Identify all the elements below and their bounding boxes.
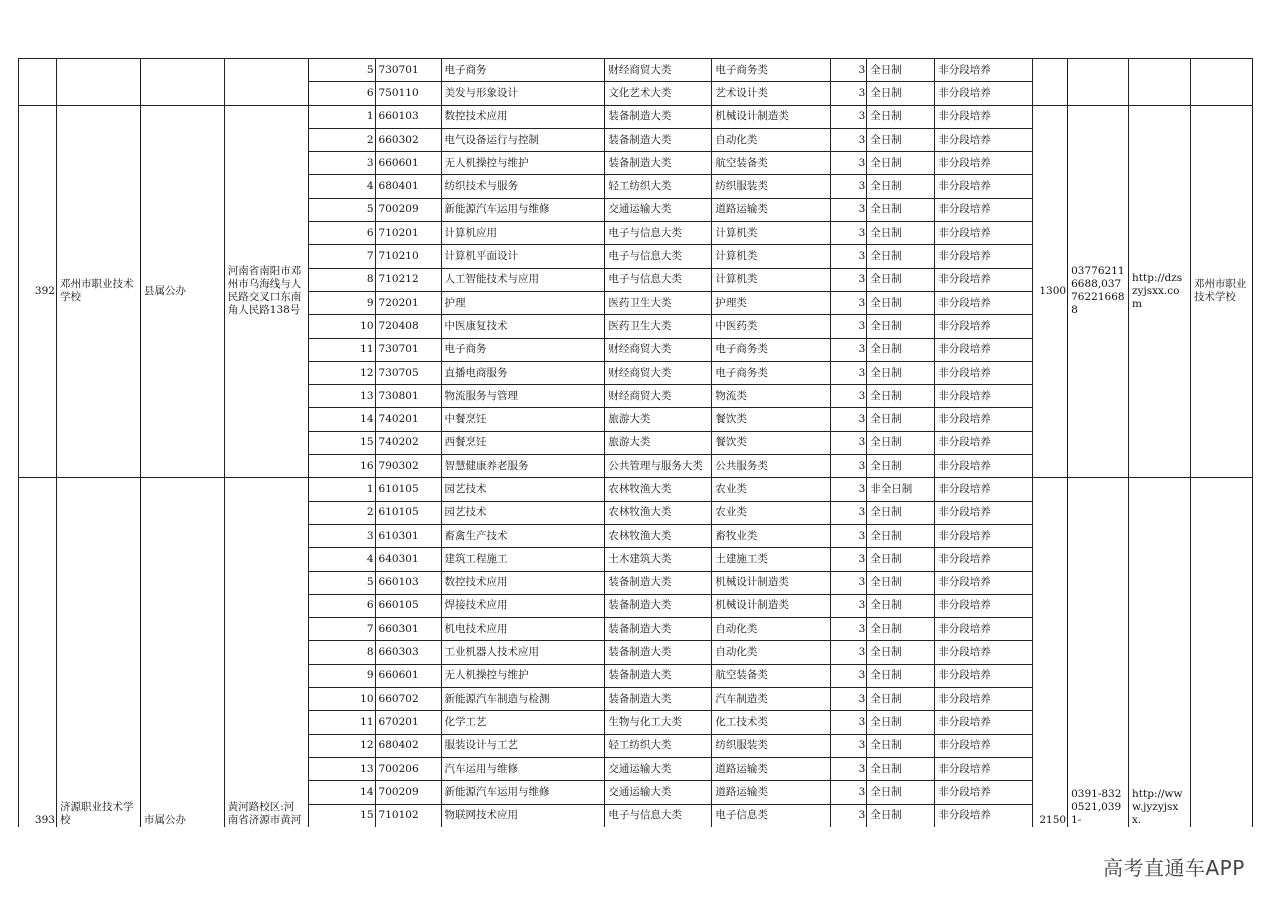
major-cell: 电气设备运行与控制 (441, 128, 605, 151)
seq-cell: 2 (308, 128, 375, 151)
subcategory-cell: 机械设计制造类 (712, 105, 831, 128)
study-mode-cell: 全日制 (867, 105, 935, 128)
seq-cell: 3 (308, 524, 375, 547)
code-cell: 660105 (375, 594, 441, 617)
website-cell: http://www.jyzyjsxx. (1129, 478, 1191, 827)
major-cell: 建筑工程施工 (441, 548, 605, 571)
study-mode-cell: 全日制 (867, 548, 935, 571)
school-type-cell (140, 59, 224, 106)
major-cell: 纺织技术与服务 (441, 175, 605, 198)
training-type-cell: 非分段培养 (935, 198, 1033, 221)
subcategory-cell: 农业类 (712, 501, 831, 524)
subcategory-cell: 航空装备类 (712, 664, 831, 687)
subcategory-cell: 护理类 (712, 291, 831, 314)
training-type-cell: 非分段培养 (935, 688, 1033, 711)
seq-cell: 9 (308, 664, 375, 687)
school-type-cell: 县属公办 (140, 105, 224, 478)
code-cell: 660301 (375, 618, 441, 641)
seq-cell: 16 (308, 455, 375, 478)
table-row (19, 59, 1253, 82)
study-mode-cell: 全日制 (867, 152, 935, 175)
major-cell: 电子商务 (441, 338, 605, 361)
years-cell: 3 (831, 571, 867, 594)
years-cell: 3 (831, 594, 867, 617)
study-mode-cell: 全日制 (867, 734, 935, 757)
years-cell: 3 (831, 291, 867, 314)
subcategory-cell: 自动化类 (712, 128, 831, 151)
years-cell: 3 (831, 501, 867, 524)
subcategory-cell: 机械设计制造类 (712, 594, 831, 617)
category-cell: 财经商贸大类 (605, 385, 712, 408)
major-cell: 智慧健康养老服务 (441, 455, 605, 478)
code-cell: 660601 (375, 152, 441, 175)
years-cell: 3 (831, 548, 867, 571)
subcategory-cell: 道路运输类 (712, 781, 831, 804)
category-cell: 医药卫生大类 (605, 315, 712, 338)
years-cell: 3 (831, 268, 867, 291)
study-mode-cell: 全日制 (867, 571, 935, 594)
subcategory-cell: 纺织服装类 (712, 734, 831, 757)
study-mode-cell: 全日制 (867, 618, 935, 641)
category-cell: 装备制造大类 (605, 128, 712, 151)
category-cell: 装备制造大类 (605, 571, 712, 594)
subcategory-cell: 自动化类 (712, 641, 831, 664)
note-cell (1190, 478, 1252, 827)
code-cell: 640301 (375, 548, 441, 571)
study-mode-cell: 全日制 (867, 688, 935, 711)
training-type-cell: 非分段培养 (935, 59, 1033, 82)
subcategory-cell: 电子商务类 (712, 338, 831, 361)
years-cell: 3 (831, 455, 867, 478)
major-cell: 直播电商服务 (441, 361, 605, 384)
category-cell: 财经商贸大类 (605, 361, 712, 384)
seq-cell: 5 (308, 571, 375, 594)
school-name-cell: 济源职业技术学校 (56, 478, 140, 827)
category-cell: 装备制造大类 (605, 664, 712, 687)
code-cell: 610105 (375, 501, 441, 524)
category-cell: 公共管理与服务大类 (605, 455, 712, 478)
training-type-cell: 非分段培养 (935, 268, 1033, 291)
school-type-cell: 市属公办 (140, 478, 224, 827)
app-watermark: 高考直通车APP (1103, 856, 1245, 880)
phone-cell: 037762116688,037762216688 (1068, 105, 1129, 478)
code-cell: 740202 (375, 431, 441, 454)
major-cell: 工业机器人技术应用 (441, 641, 605, 664)
code-cell: 610301 (375, 524, 441, 547)
subcategory-cell: 中医药类 (712, 315, 831, 338)
training-type-cell: 非分段培养 (935, 781, 1033, 804)
seq-cell: 8 (308, 268, 375, 291)
seq-cell: 4 (308, 548, 375, 571)
training-type-cell: 非分段培养 (935, 291, 1033, 314)
study-mode-cell: 非全日制 (867, 478, 935, 501)
phone-cell: 0391-8320521,0391- (1068, 478, 1129, 827)
school-name-cell (56, 59, 140, 106)
years-cell: 3 (831, 385, 867, 408)
subcategory-cell: 农业类 (712, 478, 831, 501)
study-mode-cell: 全日制 (867, 59, 935, 82)
code-cell: 730701 (375, 338, 441, 361)
seq-cell: 6 (308, 82, 375, 105)
plan-count-cell: 1300 (1033, 105, 1068, 478)
years-cell: 3 (831, 82, 867, 105)
category-cell: 装备制造大类 (605, 105, 712, 128)
seq-cell: 4 (308, 175, 375, 198)
seq-cell: 1 (308, 105, 375, 128)
study-mode-cell: 全日制 (867, 664, 935, 687)
subcategory-cell: 化工技术类 (712, 711, 831, 734)
major-cell: 数控技术应用 (441, 571, 605, 594)
major-cell: 计算机应用 (441, 222, 605, 245)
major-cell: 畜禽生产技术 (441, 524, 605, 547)
category-cell: 交通运输大类 (605, 757, 712, 780)
major-cell: 西餐烹饪 (441, 431, 605, 454)
seq-cell: 15 (308, 804, 375, 827)
study-mode-cell: 全日制 (867, 594, 935, 617)
address-cell: 河南省南阳市邓州市乌海线与人民路交叉口东南角人民路138号 (224, 105, 308, 478)
years-cell: 3 (831, 664, 867, 687)
website-cell: http://dzszyjsxx.com (1129, 105, 1191, 478)
category-cell: 轻工纺织大类 (605, 175, 712, 198)
category-cell: 电子与信息大类 (605, 804, 712, 827)
seq-cell: 7 (308, 618, 375, 641)
code-cell: 710102 (375, 804, 441, 827)
seq-cell: 14 (308, 781, 375, 804)
years-cell: 3 (831, 734, 867, 757)
years-cell: 3 (831, 618, 867, 641)
major-cell: 人工智能技术与应用 (441, 268, 605, 291)
major-cell: 新能源汽车运用与维修 (441, 198, 605, 221)
seq-cell: 6 (308, 594, 375, 617)
category-cell: 农林牧渔大类 (605, 524, 712, 547)
major-cell: 服装设计与工艺 (441, 734, 605, 757)
category-cell: 装备制造大类 (605, 594, 712, 617)
study-mode-cell: 全日制 (867, 501, 935, 524)
code-cell: 670201 (375, 711, 441, 734)
code-cell: 720408 (375, 315, 441, 338)
school-name-cell: 邓州市职业技术学校 (56, 105, 140, 478)
subcategory-cell: 自动化类 (712, 618, 831, 641)
years-cell: 3 (831, 781, 867, 804)
training-type-cell: 非分段培养 (935, 105, 1033, 128)
study-mode-cell: 全日制 (867, 268, 935, 291)
years-cell: 3 (831, 478, 867, 501)
training-type-cell: 非分段培养 (935, 245, 1033, 268)
major-cell: 园艺技术 (441, 501, 605, 524)
code-cell: 710201 (375, 222, 441, 245)
category-cell: 农林牧渔大类 (605, 501, 712, 524)
major-cell: 无人机操控与维护 (441, 664, 605, 687)
study-mode-cell: 全日制 (867, 175, 935, 198)
code-cell: 700206 (375, 757, 441, 780)
seq-cell: 11 (308, 711, 375, 734)
study-mode-cell: 全日制 (867, 641, 935, 664)
training-type-cell: 非分段培养 (935, 757, 1033, 780)
category-cell: 装备制造大类 (605, 618, 712, 641)
subcategory-cell: 艺术设计类 (712, 82, 831, 105)
training-type-cell: 非分段培养 (935, 734, 1033, 757)
years-cell: 3 (831, 408, 867, 431)
years-cell: 3 (831, 222, 867, 245)
seq-cell: 3 (308, 152, 375, 175)
major-cell: 无人机操控与维护 (441, 152, 605, 175)
years-cell: 3 (831, 152, 867, 175)
study-mode-cell: 全日制 (867, 315, 935, 338)
address-cell (224, 59, 308, 106)
subcategory-cell: 电子信息类 (712, 804, 831, 827)
training-type-cell: 非分段培养 (935, 618, 1033, 641)
no-cell (19, 59, 57, 106)
table-row (19, 478, 1253, 501)
subcategory-cell: 汽车制造类 (712, 688, 831, 711)
code-cell: 610105 (375, 478, 441, 501)
study-mode-cell: 全日制 (867, 128, 935, 151)
code-cell: 710210 (375, 245, 441, 268)
study-mode-cell: 全日制 (867, 781, 935, 804)
training-type-cell: 非分段培养 (935, 152, 1033, 175)
years-cell: 3 (831, 361, 867, 384)
study-mode-cell: 全日制 (867, 338, 935, 361)
code-cell: 660103 (375, 105, 441, 128)
subcategory-cell: 道路运输类 (712, 757, 831, 780)
code-cell: 740201 (375, 408, 441, 431)
code-cell: 730705 (375, 361, 441, 384)
plan-count-cell: 2150 (1033, 478, 1068, 827)
major-cell: 物流服务与管理 (441, 385, 605, 408)
study-mode-cell: 全日制 (867, 82, 935, 105)
subcategory-cell: 计算机类 (712, 245, 831, 268)
study-mode-cell: 全日制 (867, 222, 935, 245)
code-cell: 700209 (375, 781, 441, 804)
code-cell: 660302 (375, 128, 441, 151)
major-cell: 计算机平面设计 (441, 245, 605, 268)
training-type-cell: 非分段培养 (935, 571, 1033, 594)
plan-cell (1033, 59, 1068, 106)
training-type-cell: 非分段培养 (935, 82, 1033, 105)
study-mode-cell: 全日制 (867, 431, 935, 454)
category-cell: 装备制造大类 (605, 641, 712, 664)
training-type-cell: 非分段培养 (935, 128, 1033, 151)
years-cell: 3 (831, 175, 867, 198)
seq-cell: 8 (308, 641, 375, 664)
training-type-cell: 非分段培养 (935, 431, 1033, 454)
training-type-cell: 非分段培养 (935, 385, 1033, 408)
study-mode-cell: 全日制 (867, 385, 935, 408)
seq-cell: 13 (308, 385, 375, 408)
note-cell: 邓州市职业技术学校 (1190, 105, 1252, 478)
training-type-cell: 非分段培养 (935, 222, 1033, 245)
training-type-cell: 非分段培养 (935, 501, 1033, 524)
phone-cell (1068, 59, 1129, 106)
seq-cell: 10 (308, 315, 375, 338)
category-cell: 电子与信息大类 (605, 268, 712, 291)
code-cell: 730801 (375, 385, 441, 408)
table-sheet (18, 58, 1253, 827)
study-mode-cell: 全日制 (867, 524, 935, 547)
code-cell: 680402 (375, 734, 441, 757)
major-cell: 物联网技术应用 (441, 804, 605, 827)
years-cell: 3 (831, 198, 867, 221)
school-no-cell: 392 (19, 105, 57, 478)
major-cell: 电子商务 (441, 59, 605, 82)
subcategory-cell: 土建施工类 (712, 548, 831, 571)
years-cell: 3 (831, 128, 867, 151)
major-cell: 机电技术应用 (441, 618, 605, 641)
category-cell: 装备制造大类 (605, 152, 712, 175)
code-cell: 660702 (375, 688, 441, 711)
training-type-cell: 非分段培养 (935, 641, 1033, 664)
category-cell: 财经商贸大类 (605, 338, 712, 361)
category-cell: 电子与信息大类 (605, 222, 712, 245)
category-cell: 医药卫生大类 (605, 291, 712, 314)
code-cell: 710212 (375, 268, 441, 291)
code-cell: 660303 (375, 641, 441, 664)
training-type-cell: 非分段培养 (935, 315, 1033, 338)
years-cell: 3 (831, 315, 867, 338)
subcategory-cell: 餐饮类 (712, 431, 831, 454)
study-mode-cell: 全日制 (867, 804, 935, 827)
years-cell: 3 (831, 338, 867, 361)
code-cell: 680401 (375, 175, 441, 198)
training-type-cell: 非分段培养 (935, 361, 1033, 384)
category-cell: 轻工纺织大类 (605, 734, 712, 757)
subcategory-cell: 电子商务类 (712, 361, 831, 384)
seq-cell: 13 (308, 757, 375, 780)
study-mode-cell: 全日制 (867, 408, 935, 431)
seq-cell: 10 (308, 688, 375, 711)
major-cell: 化学工艺 (441, 711, 605, 734)
category-cell: 农林牧渔大类 (605, 478, 712, 501)
seq-cell: 15 (308, 431, 375, 454)
seq-cell: 5 (308, 198, 375, 221)
training-type-cell: 非分段培养 (935, 594, 1033, 617)
subcategory-cell: 公共服务类 (712, 455, 831, 478)
code-cell: 660103 (375, 571, 441, 594)
seq-cell: 11 (308, 338, 375, 361)
school-no-cell: 393 (19, 478, 57, 827)
seq-cell: 12 (308, 734, 375, 757)
note-cell (1190, 59, 1252, 106)
code-cell: 660601 (375, 664, 441, 687)
years-cell: 3 (831, 105, 867, 128)
training-type-cell: 非分段培养 (935, 408, 1033, 431)
subcategory-cell: 畜牧业类 (712, 524, 831, 547)
years-cell: 3 (831, 245, 867, 268)
major-cell: 新能源汽车运用与维修 (441, 781, 605, 804)
seq-cell: 6 (308, 222, 375, 245)
subcategory-cell: 航空装备类 (712, 152, 831, 175)
code-cell: 720201 (375, 291, 441, 314)
subcategory-cell: 电子商务类 (712, 59, 831, 82)
major-cell: 护理 (441, 291, 605, 314)
years-cell: 3 (831, 524, 867, 547)
enrollment-table (18, 58, 1253, 827)
subcategory-cell: 餐饮类 (712, 408, 831, 431)
training-type-cell: 非分段培养 (935, 175, 1033, 198)
major-cell: 中医康复技术 (441, 315, 605, 338)
major-cell: 园艺技术 (441, 478, 605, 501)
category-cell: 旅游大类 (605, 431, 712, 454)
table-row (19, 105, 1253, 128)
training-type-cell: 非分段培养 (935, 455, 1033, 478)
major-cell: 美发与形象设计 (441, 82, 605, 105)
subcategory-cell: 道路运输类 (712, 198, 831, 221)
training-type-cell: 非分段培养 (935, 524, 1033, 547)
category-cell: 文化艺术大类 (605, 82, 712, 105)
years-cell: 3 (831, 688, 867, 711)
study-mode-cell: 全日制 (867, 361, 935, 384)
years-cell: 3 (831, 804, 867, 827)
training-type-cell: 非分段培养 (935, 548, 1033, 571)
study-mode-cell: 全日制 (867, 291, 935, 314)
category-cell: 旅游大类 (605, 408, 712, 431)
study-mode-cell: 全日制 (867, 198, 935, 221)
category-cell: 土木建筑大类 (605, 548, 712, 571)
category-cell: 装备制造大类 (605, 688, 712, 711)
subcategory-cell: 纺织服装类 (712, 175, 831, 198)
study-mode-cell: 全日制 (867, 455, 935, 478)
years-cell: 3 (831, 59, 867, 82)
years-cell: 3 (831, 641, 867, 664)
seq-cell: 5 (308, 59, 375, 82)
study-mode-cell: 全日制 (867, 757, 935, 780)
address-cell: 黄河路校区:河南省济源市黄河 (224, 478, 308, 827)
training-type-cell: 非分段培养 (935, 478, 1033, 501)
seq-cell: 14 (308, 408, 375, 431)
category-cell: 生物与化工大类 (605, 711, 712, 734)
study-mode-cell: 全日制 (867, 711, 935, 734)
subcategory-cell: 计算机类 (712, 268, 831, 291)
major-cell: 新能源汽车制造与检测 (441, 688, 605, 711)
code-cell: 750110 (375, 82, 441, 105)
code-cell: 700209 (375, 198, 441, 221)
major-cell: 中餐烹饪 (441, 408, 605, 431)
code-cell: 790302 (375, 455, 441, 478)
training-type-cell: 非分段培养 (935, 711, 1033, 734)
category-cell: 交通运输大类 (605, 198, 712, 221)
subcategory-cell: 机械设计制造类 (712, 571, 831, 594)
seq-cell: 9 (308, 291, 375, 314)
website-cell (1129, 59, 1191, 106)
training-type-cell: 非分段培养 (935, 804, 1033, 827)
category-cell: 电子与信息大类 (605, 245, 712, 268)
seq-cell: 12 (308, 361, 375, 384)
years-cell: 3 (831, 757, 867, 780)
seq-cell: 7 (308, 245, 375, 268)
study-mode-cell: 全日制 (867, 245, 935, 268)
seq-cell: 2 (308, 501, 375, 524)
category-cell: 财经商贸大类 (605, 59, 712, 82)
subcategory-cell: 计算机类 (712, 222, 831, 245)
training-type-cell: 非分段培养 (935, 664, 1033, 687)
years-cell: 3 (831, 711, 867, 734)
major-cell: 数控技术应用 (441, 105, 605, 128)
code-cell: 730701 (375, 59, 441, 82)
major-cell: 汽车运用与维修 (441, 757, 605, 780)
training-type-cell: 非分段培养 (935, 338, 1033, 361)
major-cell: 焊接技术应用 (441, 594, 605, 617)
seq-cell: 1 (308, 478, 375, 501)
category-cell: 交通运输大类 (605, 781, 712, 804)
years-cell: 3 (831, 431, 867, 454)
subcategory-cell: 物流类 (712, 385, 831, 408)
